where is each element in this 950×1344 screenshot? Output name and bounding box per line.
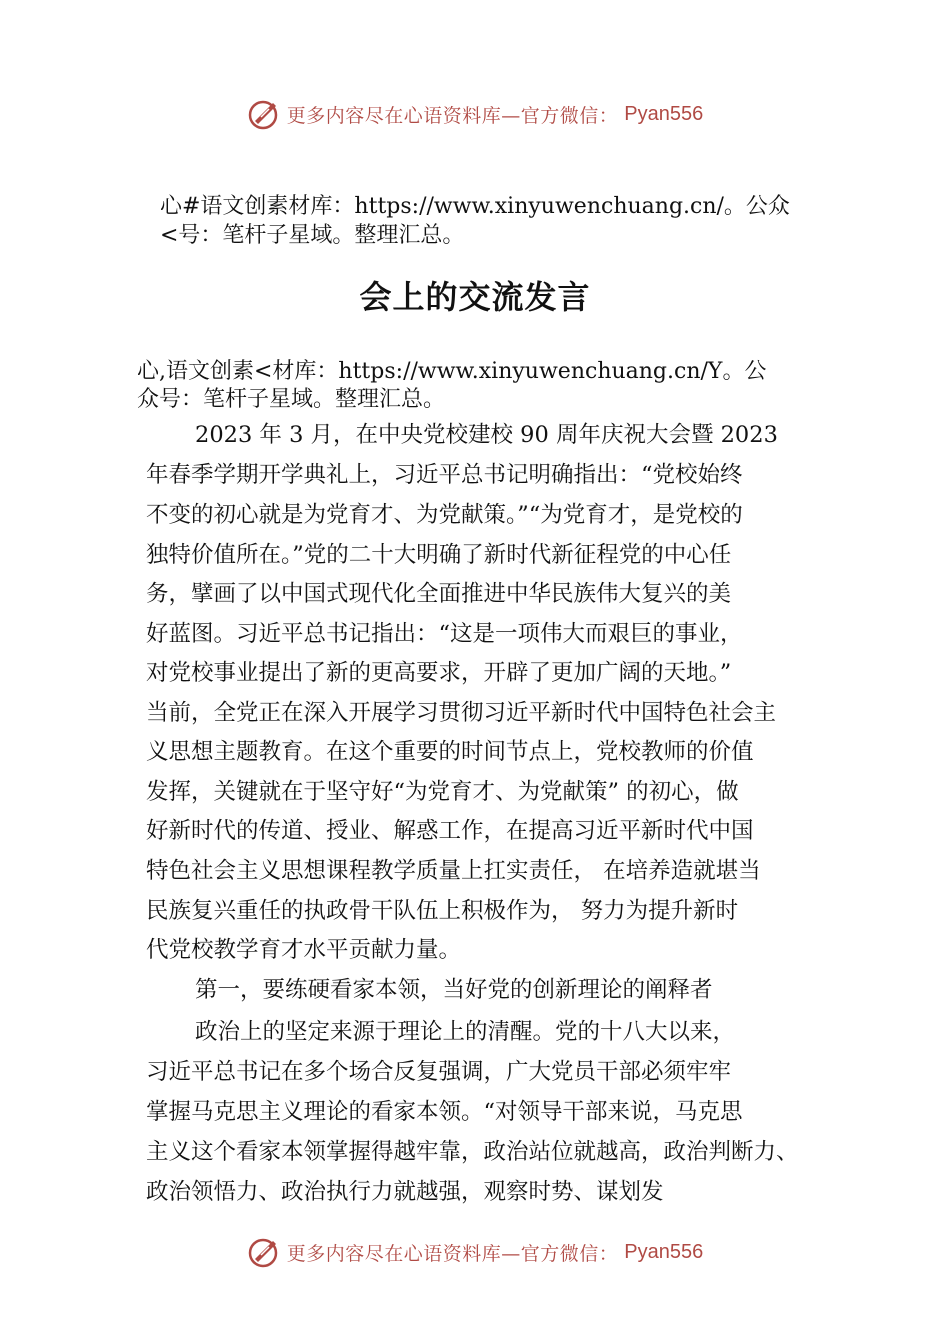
body-line: 代党校教学育才水平贡献力量。 <box>146 937 462 963</box>
body-line: 义思想主题教育。在这个重要的时间节点上，党校教师的价值 <box>146 739 754 765</box>
body-line: 好新时代的传道、授业、解惑工作，在提高习近平新时代中国 <box>146 818 754 844</box>
header-watermark-banner <box>0 94 950 134</box>
banner-wechat-id: Pyan556 <box>624 102 704 125</box>
top-note-line-1: 心#语文创素材库：https://www.xinyuwenchuang.cn/。公众 <box>160 194 790 219</box>
body-line: 特色社会主义思想课程教学质量上扛实责任， 在培养造就堪当 <box>146 858 761 884</box>
body-line: 政治上的坚定来源于理论上的清醒。党的十八大以来， <box>195 1019 736 1045</box>
sub-note-line-1: 心,语文创素<材库：https://www.xinyuwenchuang.cn/Y。公 <box>137 359 767 384</box>
section-heading: 第一，要练硬看家本领，当好党的创新理论的阐释者 <box>195 977 713 1003</box>
quill-logo-icon <box>247 1235 281 1269</box>
quill-logo-icon <box>247 97 281 131</box>
top-note-line-2: <号：笔杆子星域。整理汇总。 <box>160 223 465 248</box>
banner-wechat-id: Pyan556 <box>624 1240 704 1263</box>
banner-text: 更多内容尽在心语资料库—官方微信： <box>286 1242 619 1265</box>
body-line: 习近平总书记在多个场合反复强调，广大党员干部必须牢牢 <box>146 1059 732 1085</box>
body-line: 政治领悟力、政治执行力就越强，观察时势、谋划发 <box>146 1179 664 1205</box>
body-line: 主义这个看家本领掌握得越牢靠，政治站位就越高，政治判断力、 <box>146 1139 799 1165</box>
footer-watermark-banner <box>0 1232 950 1272</box>
body-line: 当前，全党正在深入开展学习贯彻习近平新时代中国特色社会主 <box>146 700 777 726</box>
body-line: 2023 年 3 月，在中央党校建校 90 周年庆祝大会暨 2023 <box>195 422 778 448</box>
sub-note-line-2: 众号：笔杆子星域。整理汇总。 <box>137 387 446 412</box>
body-line: 掌握马克思主义理论的看家本领。“对领导干部来说，马克思 <box>146 1099 743 1125</box>
banner-text: 更多内容尽在心语资料库—官方微信： <box>286 104 619 127</box>
body-line: 不变的初心就是为党育才、为党献策。”“为党育才，是党校的 <box>146 502 743 528</box>
body-line: 好蓝图。习近平总书记指出：“这是一项伟大而艰巨的事业， <box>146 621 743 647</box>
body-line: 务，擘画了以中国式现代化全面推进中华民族伟大复兴的美 <box>146 581 732 607</box>
document-title: 会上的交流发言 <box>359 278 591 316</box>
body-line: 独特价值所在。”党的二十大明确了新时代新征程党的中心任 <box>146 542 732 568</box>
body-line: 民族复兴重任的执政骨干队伍上积极作为， 努力为提升新时 <box>146 898 739 924</box>
body-line: 发挥，关键就在于坚守好“为党育才、为党献策” 的初心，做 <box>146 779 739 805</box>
body-line: 对党校事业提出了新的更高要求，开辟了更加广阔的天地。” <box>146 660 732 686</box>
body-line: 年春季学期开学典礼上，习近平总书记明确指出：“党校始终 <box>146 462 743 488</box>
